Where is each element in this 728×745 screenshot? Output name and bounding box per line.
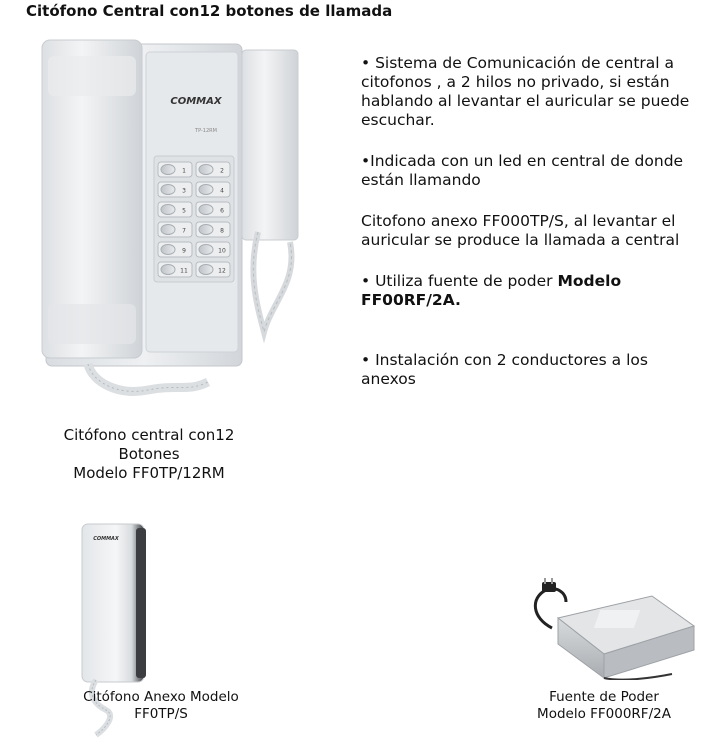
feature-power <box>361 272 696 310</box>
feature-anexo: Citofono anexo FF000TP/S, al levantar el auricular se produce la llamada a central <box>361 212 680 249</box>
anexo-logo: COMMAX <box>93 536 119 542</box>
power-supply-image <box>522 578 700 680</box>
power-supply-caption <box>505 689 703 723</box>
call-button <box>196 222 230 237</box>
anexo-caption-line2: FF0TP/S <box>134 706 188 722</box>
call-button <box>158 262 192 277</box>
call-button <box>158 222 192 237</box>
call-button-label: 10 <box>218 247 226 255</box>
anexo-caption-line1: Citófono Anexo Modelo <box>83 689 239 705</box>
anexo-caption <box>48 689 274 723</box>
call-button-label: 1 <box>182 167 186 175</box>
call-button-label: 2 <box>220 167 224 175</box>
commax-logo: COMMAX <box>170 96 222 107</box>
central-intercom-image <box>28 32 324 412</box>
feature-power-model: Modelo FF00RF/2A. <box>361 272 622 309</box>
call-button <box>196 202 230 217</box>
power-supply-caption-line2: Modelo FF000RF/2A <box>537 706 671 722</box>
call-button-label: 3 <box>182 187 186 195</box>
feature-led: •Indicada con un led en central de donde están llamando <box>361 152 684 189</box>
call-button <box>196 262 230 277</box>
feature-list <box>361 54 696 389</box>
call-button-label: 12 <box>218 267 226 275</box>
central-caption-line2: Botones <box>118 445 180 463</box>
call-button <box>158 242 192 257</box>
central-caption-line1: Citófono central con12 <box>63 426 235 444</box>
call-button <box>196 182 230 197</box>
feature-power-text: • Utiliza fuente de poder <box>361 272 558 290</box>
call-button-label: 9 <box>182 247 186 255</box>
call-button-label: 4 <box>220 187 224 195</box>
call-button-label: 7 <box>182 227 186 235</box>
call-button <box>158 162 192 177</box>
call-button-label: 6 <box>220 207 224 215</box>
model-tag: TP-12RM <box>195 128 217 134</box>
central-caption <box>28 426 270 483</box>
call-button <box>158 202 192 217</box>
power-supply-caption-line1: Fuente de Poder <box>549 689 659 705</box>
call-button <box>158 182 192 197</box>
call-button <box>196 242 230 257</box>
feature-communication: • Sistema de Comunicación de central a citofonos , a 2 hilos no privado, si están hablando al levantar el auricular se puede escuchar. <box>361 54 690 129</box>
call-button-label: 8 <box>220 227 224 235</box>
call-button-label: 5 <box>182 207 186 215</box>
feature-installation: • Instalación con 2 conductores a los anexos <box>361 351 648 388</box>
central-caption-line3: Modelo FF0TP/12RM <box>73 464 225 482</box>
page-title: Citófono Central con12 botones de llamada <box>26 2 393 20</box>
call-button <box>196 162 230 177</box>
call-button-label: 11 <box>180 267 188 275</box>
